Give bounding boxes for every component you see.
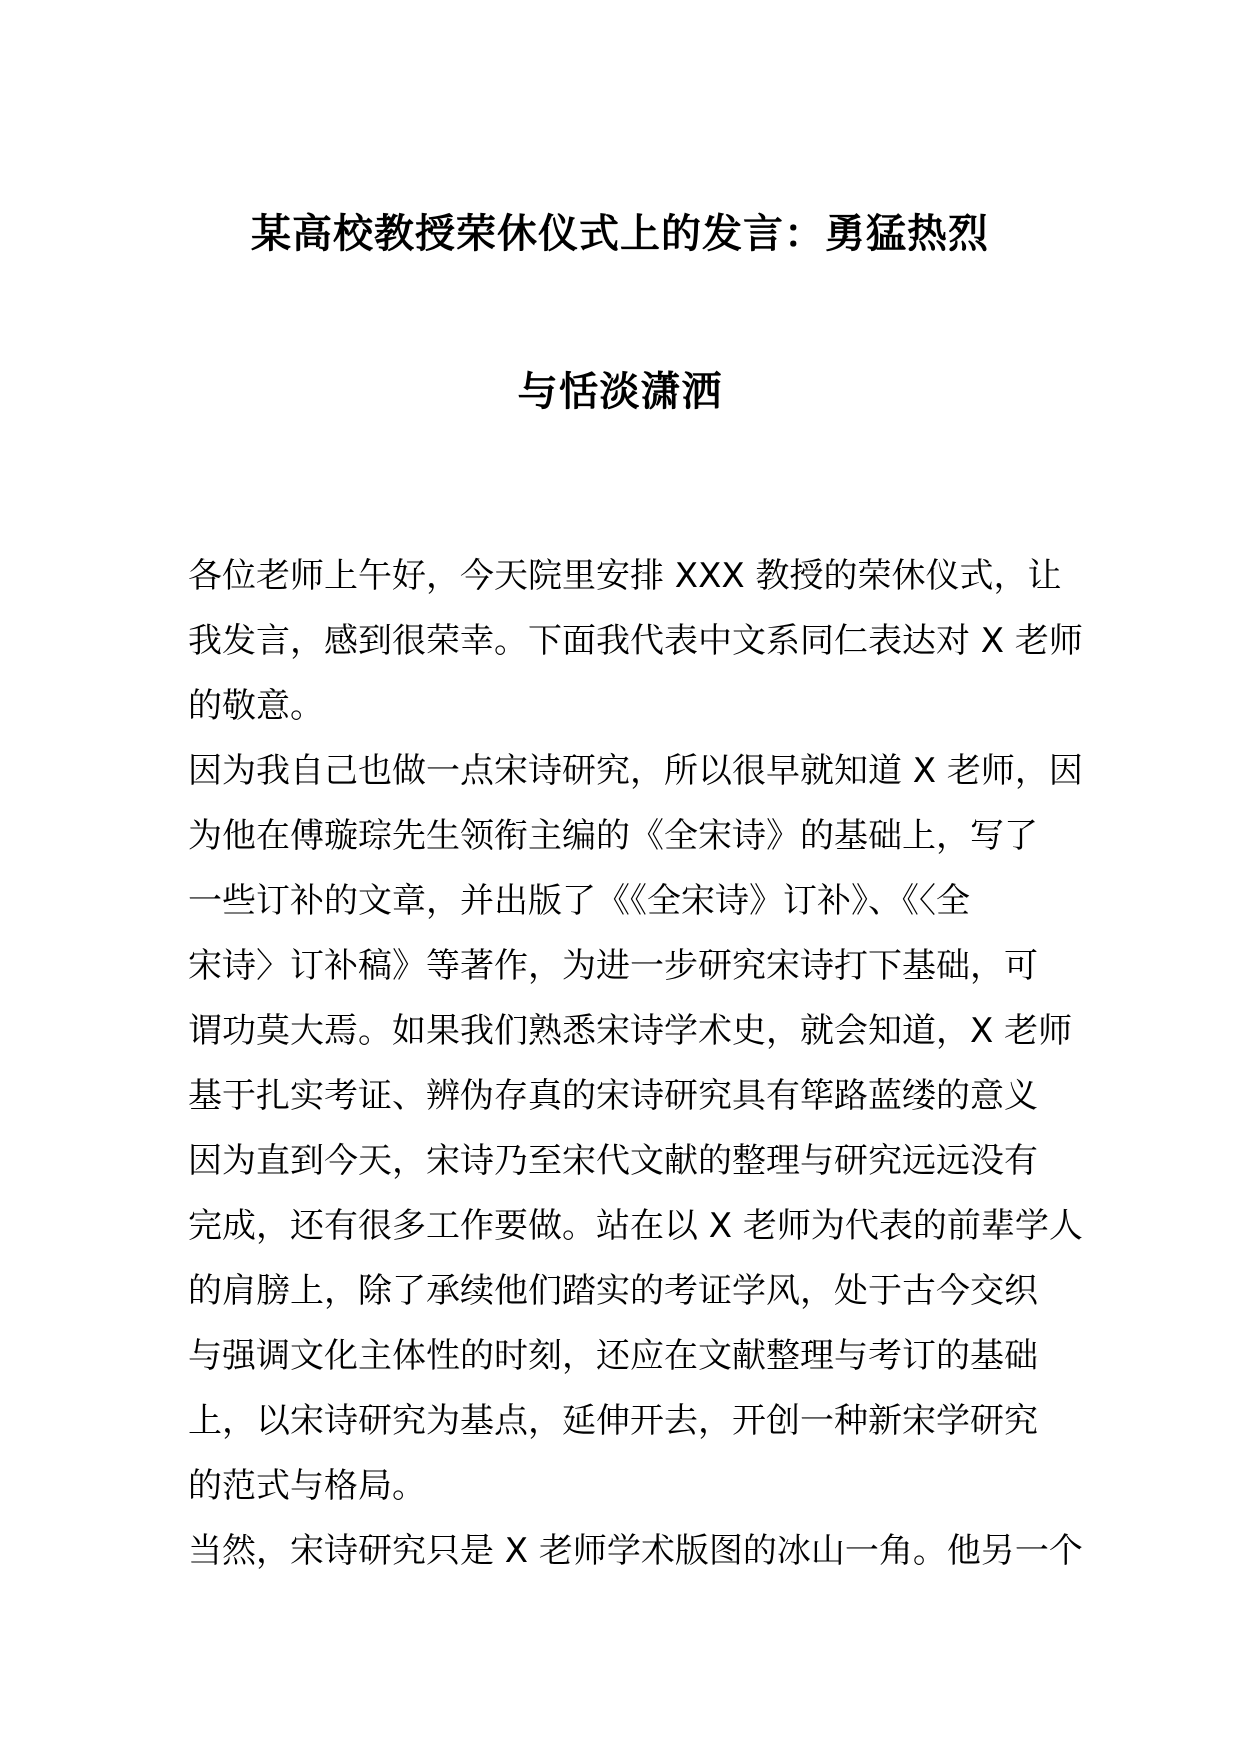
body-line: 上，以宋诗研究为基点，延伸开去，开创一种新宋学研究 [188, 1401, 1038, 1441]
body-line: 一些订补的文章，并出版了《《全宋诗》订补》、《〈全 [188, 881, 970, 921]
body-line: 为他在傅璇琮先生领衔主编的《全宋诗》的基础上，写了 [188, 816, 1038, 856]
body-line: 当然，宋诗研究只是 X 老师学术版图的冰山一角。他另一个 [188, 1531, 1083, 1571]
body-line: 因为直到今天，宋诗乃至宋代文献的整理与研究远远没有 [188, 1141, 1038, 1181]
body-line: 因为我自己也做一点宋诗研究，所以很早就知道 X 老师，因 [188, 751, 1083, 791]
document-body [188, 544, 1083, 1584]
body-line: 与强调文化主体性的时刻，还应在文献整理与考订的基础 [188, 1336, 1038, 1376]
body-line: 的肩膀上，除了承续他们踏实的考证学风，处于古今交织 [188, 1271, 1038, 1311]
body-line: 宋诗〉订补稿》等著作，为进一步研究宋诗打下基础，可 [188, 946, 1038, 986]
body-line: 谓功莫大焉。如果我们熟悉宋诗学术史，就会知道，X 老师 [188, 1011, 1073, 1051]
body-line: 的敬意。 [188, 686, 324, 726]
body-line: 完成，还有很多工作要做。站在以 X 老师为代表的前辈学人 [188, 1206, 1083, 1246]
body-line: 的范式与格局。 [188, 1466, 426, 1506]
body-line: 我发言，感到很荣幸。下面我代表中文系同仁表达对 X 老师 [188, 621, 1083, 661]
document-title-line-1: 某高校教授荣休仪式上的发言：勇猛热烈 [251, 211, 989, 257]
document-title-line-2: 与恬淡潇洒 [517, 369, 723, 415]
body-line: 各位老师上午好，今天院里安排 XXX 教授的荣休仪式，让 [188, 556, 1062, 596]
body-line: 基于扎实考证、辨伪存真的宋诗研究具有筚路蓝缕的意义 [188, 1076, 1038, 1116]
